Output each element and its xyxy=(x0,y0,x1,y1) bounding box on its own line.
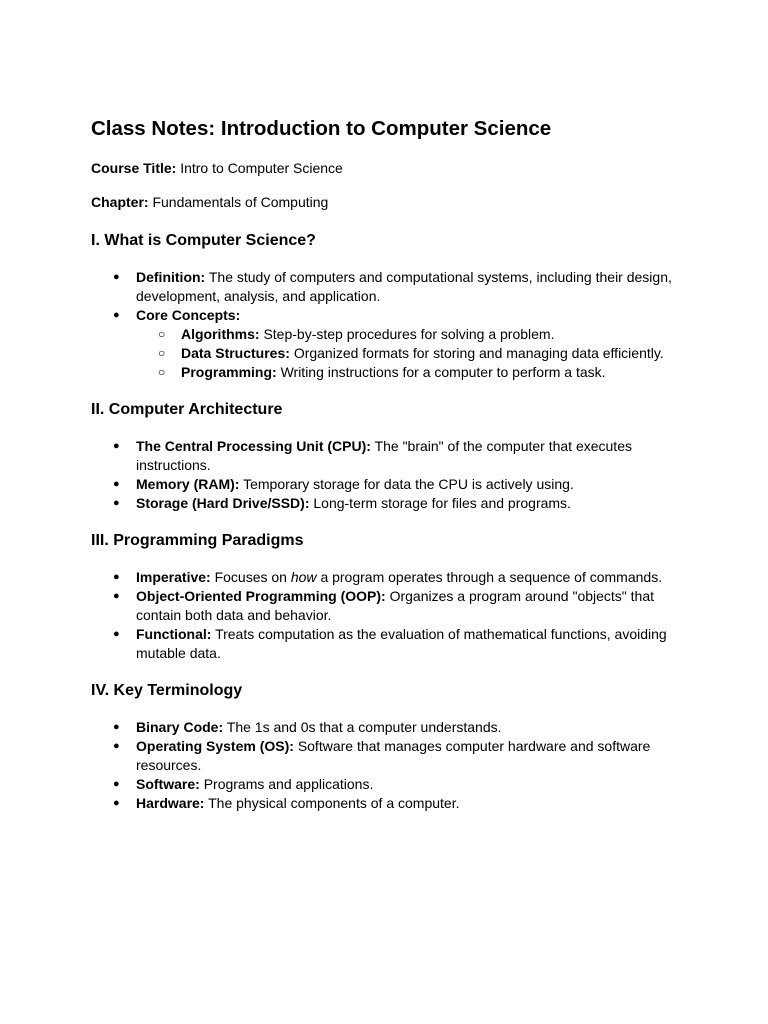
item-text: The study of computers and computational systems, including their design, development, analysis, and application. xyxy=(136,269,672,304)
item-term: Algorithms: xyxy=(181,326,260,342)
list-item xyxy=(91,737,676,775)
item-text: Software that manages computer hardware and software resources. xyxy=(136,738,651,773)
course-title-value: Intro to Computer Science xyxy=(180,160,343,176)
list-item xyxy=(91,268,676,306)
course-title-label: Course Title: xyxy=(91,160,177,176)
item-text: Temporary storage for data the CPU is actively using. xyxy=(243,476,574,492)
bullet-icon: ● xyxy=(113,440,120,452)
item-text: Long-term storage for files and programs. xyxy=(313,495,571,511)
section-2-list xyxy=(91,437,676,513)
item-term: Object-Oriented Programming (OOP): xyxy=(136,588,386,604)
section-heading-4: IV. Key Terminology xyxy=(91,682,243,699)
bullet-icon: ● xyxy=(113,797,120,809)
sub-list-item xyxy=(136,363,676,382)
list-item xyxy=(91,587,676,625)
item-term: Core Concepts: xyxy=(136,307,241,323)
item-text: Programs and applications. xyxy=(203,776,374,792)
list-item xyxy=(91,794,676,813)
section-1-list xyxy=(91,268,676,382)
bullet-icon: ● xyxy=(113,571,120,583)
bullet-icon: ● xyxy=(113,721,120,733)
sub-list-item xyxy=(136,325,676,344)
bullet-icon: ● xyxy=(113,778,120,790)
sub-list-item xyxy=(136,344,676,363)
chapter-line xyxy=(91,193,328,212)
item-term: Software: xyxy=(136,776,200,792)
item-term: Programming: xyxy=(181,364,277,380)
item-term: Storage (Hard Drive/SSD): xyxy=(136,495,310,511)
item-term: Operating System (OS): xyxy=(136,738,294,754)
section-4-list xyxy=(91,718,676,813)
chapter-value: Fundamentals of Computing xyxy=(152,194,329,210)
item-term: Definition: xyxy=(136,269,206,285)
item-text: Writing instructions for a computer to perform a task. xyxy=(280,364,606,380)
section-heading-2: II. Computer Architecture xyxy=(91,401,283,418)
item-text: Organizes a program around "objects" that contain both data and behavior. xyxy=(136,588,655,623)
item-term: Binary Code: xyxy=(136,719,224,735)
item-text: The 1s and 0s that a computer understands. xyxy=(226,719,502,735)
document-title: Class Notes: Introduction to Computer Science xyxy=(91,117,552,140)
list-item xyxy=(91,568,676,587)
bullet-icon: ● xyxy=(113,740,120,752)
bullet-icon: ● xyxy=(113,309,120,321)
item-text: Organized formats for storing and managing data efficiently. xyxy=(293,345,664,361)
hollow-bullet-icon: ○ xyxy=(158,346,166,360)
list-item xyxy=(91,437,676,475)
bullet-icon: ● xyxy=(113,590,120,602)
chapter-label: Chapter: xyxy=(91,194,149,210)
list-item xyxy=(91,625,676,663)
section-3-list xyxy=(91,568,676,663)
item-term: Imperative: xyxy=(136,569,211,585)
bullet-icon: ● xyxy=(113,478,120,490)
item-emphasis: how xyxy=(290,569,317,585)
item-text: The physical components of a computer. xyxy=(208,795,460,811)
item-text: a program operates through a sequence of commands. xyxy=(320,569,663,585)
item-text: Step-by-step procedures for solving a problem. xyxy=(263,326,555,342)
item-text: Treats computation as the evaluation of mathematical functions, avoiding mutable data. xyxy=(136,626,667,661)
list-item xyxy=(91,775,676,794)
hollow-bullet-icon: ○ xyxy=(158,365,166,379)
course-title-line xyxy=(91,159,343,178)
section-heading-1: I. What is Computer Science? xyxy=(91,232,316,249)
item-term: Functional: xyxy=(136,626,212,642)
list-item xyxy=(91,306,676,382)
bullet-icon: ● xyxy=(113,271,120,283)
list-item xyxy=(91,494,676,513)
item-term: Hardware: xyxy=(136,795,205,811)
core-concepts-sublist xyxy=(136,325,676,382)
item-term: Memory (RAM): xyxy=(136,476,240,492)
item-text: Focuses on xyxy=(214,569,287,585)
item-term: Data Structures: xyxy=(181,345,290,361)
hollow-bullet-icon: ○ xyxy=(158,327,166,341)
item-term: The Central Processing Unit (CPU): xyxy=(136,438,371,454)
bullet-icon: ● xyxy=(113,497,120,509)
bullet-icon: ● xyxy=(113,628,120,640)
list-item xyxy=(91,475,676,494)
item-text: The "brain" of the computer that executes instructions. xyxy=(136,438,632,473)
section-heading-3: III. Programming Paradigms xyxy=(91,532,304,549)
list-item xyxy=(91,718,676,737)
